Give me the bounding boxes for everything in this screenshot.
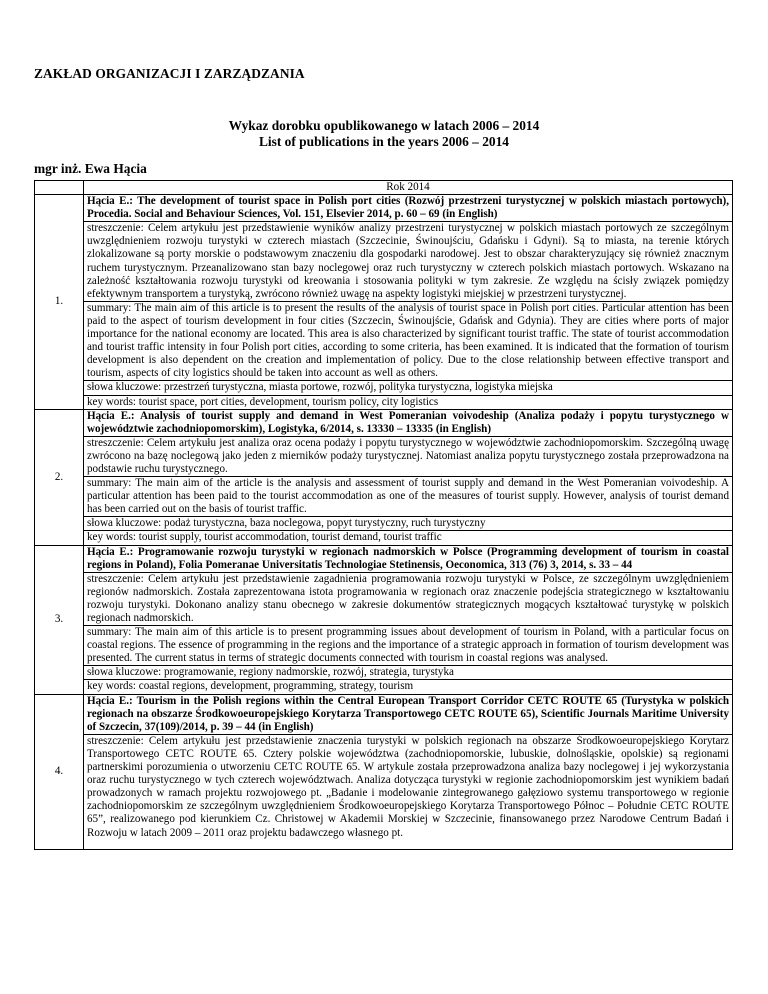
publication-row — [35, 694, 733, 734]
publication-row — [35, 572, 733, 625]
publication-number: 1. — [35, 195, 84, 410]
title-english: List of publications in the years 2006 – 2014 — [259, 134, 509, 149]
publication-row — [35, 626, 733, 666]
abstract-polish: streszczenie: Celem artykułu jest przedstawienie wyników analizy przestrzeni turystycznej w polskich miastach portowych ze szczególnym uwzględnieniem rozwoju turystyki w czterech miastach (Szczecinie, Świnoujściu, Gdańsku i Gdyni). Są to miasta, na terenie których zlokalizowane są porty morskie o podstawowym znaczeniu dla gospodarki narodowej. Jest to obszar charakteryzujący się również znacznym ruchem turystycznym. Przeanalizowano stan bazy noclegowej oraz ruch turystyczny w czterech polskich miastach portowych. Wskazano na zależność kształtowania rozwoju turystyki od kreowania i stosowania polityki w tym zakresie. Ze względu na ścisły związek pomiędzy efektywnym transportem a turystyką, zwrócono również uwagę na aspekty logistyki miejskiej w przestrzeni turystycznej. — [84, 222, 733, 302]
publication-citation: Hącia E.: The development of tourist space in Polish port cities (Rozwój przestrzeni turystycznej w polskich miastach portowych), Procedia. Social and Behaviour Sciences, Vol. 151, Elsevier 2014, p. 60 – 69 (in English) — [84, 195, 733, 222]
abstract-english: summary: The main aim of the article is the analysis and assessment of tourist supply and demand in the West Pomeranian voivodeship. A particular attention has been paid to the tourist accommodation as one of the measures of tourist supply. However, analysis of tourist demand has been carried out on the basis of tourist traffic. — [84, 477, 733, 517]
keywords-english: key words: coastal regions, development, programming, strategy, tourism — [84, 680, 733, 694]
abstract-english: summary: The main aim of this article is to present programming issues about development of tourism in Poland, with a particular focus on coastal regions. The essence of programming in the regions and the importance of a strategic approach in formation of tourism development was presented. The current status in terms of strategic documents connected with tourism in coastal regions was analysed. — [84, 626, 733, 666]
year-row-blank-cell — [35, 181, 84, 195]
abstract-english: summary: The main aim of this article is to present the results of the analysis of tourist space in Polish port cities. Particular attention has been paid to the aspect of tourism development in four cities (Szczecin, Świnoujście, Gdańsk and Gdynia). They are cities where ports of major importance for the national economy are located. This area is also characterized by significant tourist traffic. The state of tourist accommodation and tourist traffic intensity in four Polish port cities, according to some criteria, has been examined. It is indicated that the formation of tourism development is also dependent on the creation and implementation of policy. Due to the close relationship between effective transport and tourism, aspects of city logistics should be taken into account as well as others. — [84, 301, 733, 381]
keywords-polish: słowa kluczowe: podaż turystyczna, baza noclegowa, popyt turystyczny, ruch turystyczny — [84, 517, 733, 531]
publications-table — [34, 180, 733, 850]
publication-citation: Hącia E.: Analysis of tourist supply and demand in West Pomeranian voivodeship (Analiza podaży i popytu turystycznego w województwie zachodniopomorskim), Logistyka, 6/2014, s. 13330 – 13335 (in English) — [84, 409, 733, 436]
keywords-polish: słowa kluczowe: programowanie, regiony nadmorskie, rozwój, strategia, turystyka — [84, 666, 733, 680]
publication-row — [35, 680, 733, 694]
abstract-polish — [84, 734, 733, 849]
publication-row — [35, 195, 733, 222]
publication-row — [35, 409, 733, 436]
publication-number: 4. — [35, 694, 84, 849]
publication-row — [35, 301, 733, 381]
publication-row — [35, 477, 733, 517]
keywords-polish: słowa kluczowe: przestrzeń turystyczna, miasta portowe, rozwój, polityka turystyczna, logistyka miejska — [84, 381, 733, 395]
publication-row — [35, 436, 733, 476]
document-title — [0, 118, 768, 150]
keywords-english: key words: tourist space, port cities, development, tourism policy, city logistics — [84, 395, 733, 409]
year-label: Rok 2014 — [84, 181, 733, 195]
title-polish: Wykaz dorobku opublikowanego w latach 2006 – 2014 — [228, 118, 540, 133]
abstract-polish: streszczenie: Celem artykułu jest przedstawienie zagadnienia programowania rozwoju turystyki w Polsce, ze szczególnym uwzględnieniem regionów nadmorskich. Została zaprezentowana istota programowania w regionach oraz znaczenie podejścia strategicznego w kształtowaniu rozwoju turystyki. Dokonano analizy stanu obecnego w zakresie dokumentów strategicznych mogących kształtować turystykę w polskich regionach nadmorskich. — [84, 572, 733, 625]
abstract-polish-text: streszczenie: Celem artykułu jest przedstawienie znaczenia turystyki w polskich regionach na obszarze Środkowoeuropejskiego Korytarz Transportowego CETC ROUTE 65. Cztery polskie województwa (zachodniopomorskie, lubuskie, dolnośląskie, opolskie) są regionami partnerskimi porozumienia o utworzeniu CETC ROUTE 65. W artykule została przeprowadzona analiza bazy noclegowej i jej wykorzystania oraz ruchu turystycznego w tych czterech województwach. Analiza dotycząca turystyki w regionie zachodniopomorskim jest wynikiem badań prowadzonych w ramach projektu rozwojowego pt. „Badanie i modelowanie zintegrowanego gałęziowo systemu transportowego w regionie zachodniopomorskim ze szczególnym uwzględnieniem Środkowoeuropejskiego Korytarza Transportowego Północ – Południe CETC ROUTE 65”, realizowanego pod kierunkiem Cz. Christowej w Akademii Morskiej w Szczecinie, finansowanego przez Narodowe Centrum Badań i Rozwoju w latach 2009 – 2011 oraz projektu badawczego własnego pt. — [87, 734, 729, 839]
publication-citation: Hącia E.: Programowanie rozwoju turystyki w regionach nadmorskich w Polsce (Programming development of tourism in coastal regions in Poland), Folia Pomeranae Universitatis Technologiae Stetinensis, Oeconomica, 313 (76) 3, 2014, s. 33 – 44 — [84, 545, 733, 572]
abstract-polish: streszczenie: Celem artykułu jest analiza oraz ocena podaży i popytu turystycznego w województwie zachodniopomorskim. Szczególną uwagę zwrócono na bazę noclegową jako jeden z mierników podaży turystycznej. Natomiast analiza popytu turystycznego została przeprowadzona na podstawie ruchu turystycznego. — [84, 436, 733, 476]
publication-row — [35, 666, 733, 680]
publication-row — [35, 517, 733, 531]
publication-row — [35, 222, 733, 302]
publication-row — [35, 395, 733, 409]
publication-citation: Hącia E.: Tourism in the Polish regions within the Central European Transport Corridor CETC ROUTE 65 (Turystyka w polskich regionach na obszarze Środkowoeuropejskiego Korytarza Transportowego CETC ROUTE 65), Scientific Journals Maritime University of Szczecin, 37(109)/2014, p. 39 – 44 (in English) — [84, 694, 733, 734]
year-row — [35, 181, 733, 195]
keywords-english: key words: tourist supply, tourist accommodation, tourist demand, tourist traffic — [84, 531, 733, 545]
publication-number: 2. — [35, 409, 84, 545]
publication-row — [35, 734, 733, 849]
publication-row — [35, 381, 733, 395]
department-heading: ZAKŁAD ORGANIZACJI I ZARZĄDZANIA — [34, 66, 305, 81]
publication-row — [35, 531, 733, 545]
publication-row — [35, 545, 733, 572]
publication-number: 3. — [35, 545, 84, 694]
author-name: mgr inż. Ewa Hącia — [34, 161, 147, 176]
